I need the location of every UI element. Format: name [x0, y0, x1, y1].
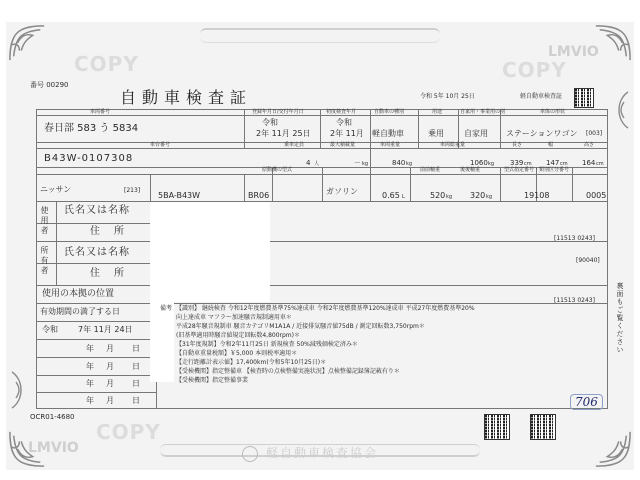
row-line: [36, 392, 156, 393]
label-owner-name: 氏名又は名称: [64, 247, 130, 258]
vehicle-plate: 春日部 583 う 5834: [44, 123, 139, 134]
gross-value: 1060: [470, 159, 488, 167]
remarks-line: (旧基準適用時騒音値規定回転数4,800rpm)＊: [176, 332, 300, 339]
col-line: [244, 109, 245, 148]
label-rear-axle: 後後軸重: [460, 167, 481, 173]
row-line: [36, 142, 608, 143]
label-private: 自家用・事業用の別: [460, 109, 506, 115]
issuer-name: 軽自動車検査協会: [266, 446, 379, 460]
front-axle-value: 520: [430, 191, 446, 200]
corner-ornament-bottom-right: [594, 430, 632, 468]
model-number: 19108: [524, 191, 550, 200]
class-number: 0005: [586, 191, 607, 200]
registration-date: 2年 11月 25日: [256, 129, 311, 138]
owner-code: [90040]: [576, 257, 600, 264]
row-line: [36, 241, 608, 242]
col-line: [150, 174, 151, 201]
label-front-axle: 前前軸重: [420, 167, 441, 173]
label-user-name: 氏名又は名称: [64, 205, 130, 216]
side-ornament-right: [612, 90, 632, 130]
blank-month-1: 月: [106, 344, 114, 353]
weight-unit: kg: [406, 161, 413, 167]
max-load-value: －: [354, 159, 361, 167]
col-line: [500, 167, 501, 201]
form-code: OCR01-4680: [30, 413, 75, 421]
blank-month-4: 月: [106, 396, 114, 405]
row-line: [36, 223, 156, 224]
gross-unit: kg: [488, 161, 495, 167]
blank-year-2: 年: [86, 362, 94, 371]
light-vehicle-label: 軽自動車検査証: [520, 93, 563, 100]
max-load-unit: kg: [362, 161, 369, 167]
watermark-copy: COPY: [502, 58, 567, 82]
label-model-designation: 型式指定番号・類別区分番号: [504, 167, 570, 173]
label-vehicle-kind: 自動車の種別: [374, 109, 405, 115]
label-gross-weight: 車両総重量: [440, 142, 466, 148]
watermark-copy: COPY: [74, 52, 139, 76]
col-line: [320, 109, 321, 148]
blank-year-4: 年: [86, 396, 94, 405]
watermark-copy: COPY: [96, 420, 161, 444]
first-registration-era: 令和: [336, 118, 352, 127]
blank-day-2: 日: [132, 362, 140, 371]
vehicle-body: ステーションワゴン: [506, 129, 578, 138]
label-height: 高さ: [584, 142, 595, 148]
label-user: 使用者: [40, 206, 49, 236]
remarks-line: 平成28年騒音規制車 騒音カテゴリM1A1A / 近接排気騒音値75dB / 測定回転数3,750rpm＊: [176, 323, 425, 330]
capacity-unit: 人: [314, 161, 320, 167]
label-capacity: 乗車定員: [284, 142, 305, 148]
corner-ornament-top-left: [8, 24, 46, 62]
label-owner-address: 住所: [90, 268, 138, 279]
user-code: [11513 0243]: [554, 235, 595, 242]
row-line: [36, 303, 608, 304]
col-line: [56, 201, 57, 285]
row-line: [36, 201, 608, 202]
label-base: 使用の本拠の位置: [42, 289, 115, 299]
blank-month-3: 月: [106, 379, 114, 388]
qr-code-bottom: [484, 414, 510, 440]
engine-model: BR06: [248, 191, 270, 200]
row-line: [36, 357, 156, 358]
label-vehicle-weight: 車両重量: [380, 142, 401, 148]
vehicle-kind: 軽自動車: [372, 129, 404, 138]
handwritten-number: 706: [570, 394, 603, 410]
remarks-line: 【走行距離計表示値】17,400km(令和5年10月25日)＊: [176, 359, 327, 366]
label-remarks: 備考: [160, 305, 173, 312]
remarks-line: 【受検機関】指定整備事業: [176, 377, 249, 384]
label-validity: 有効期間の満了する日: [40, 307, 120, 316]
redacted-remarks-area: [150, 302, 174, 382]
height-unit: cm: [596, 161, 604, 167]
vehicle-private: 自家用: [464, 129, 488, 138]
width-unit: cm: [560, 161, 568, 167]
remarks-line: 【自動車重量税額】￥5,000 本則税率適用＊: [176, 350, 298, 357]
issuer-seal-icon: [242, 446, 258, 462]
weight-value: 840: [392, 159, 406, 167]
col-line: [244, 174, 245, 201]
col-line: [572, 167, 573, 201]
label-prime-mover: 原動機の型式: [262, 167, 293, 173]
remarks-line: 向上達成車 マフラー加速騒音規制適用車＊: [176, 314, 292, 321]
top-border-ornament: [200, 28, 440, 43]
label-body-shape: 車体の形状: [540, 109, 566, 115]
label-registration-date: 登録年月日/交付年月日: [252, 109, 304, 115]
corner-ornament-top-right: [594, 24, 632, 62]
displacement-unit: L: [402, 194, 405, 200]
blank-year-3: 年: [86, 379, 94, 388]
row-line: [36, 263, 156, 264]
vehicle-body-code: [003]: [586, 130, 603, 137]
label-use: 用途: [432, 109, 443, 115]
watermark-brand: LMVIO: [28, 440, 79, 456]
validity-date: 7年 11月 24日: [78, 325, 133, 334]
capacity-value: 4: [306, 159, 311, 167]
vehicle-maker-code: [213]: [124, 187, 141, 194]
base-code: [11513 0243]: [554, 297, 595, 304]
blank-day-1: 日: [132, 344, 140, 353]
rear-axle-value: 320: [470, 191, 486, 200]
col-line: [410, 167, 411, 201]
label-width: 幅: [548, 142, 554, 148]
remarks-line: 【31年度規制】令和2年11月25日 新規検査 50%減残価検定済み＊: [176, 341, 358, 348]
row-line: [36, 339, 156, 340]
label-first-registration: 初度検査年月: [326, 109, 357, 115]
row-line: [36, 321, 156, 322]
blank-month-2: 月: [106, 362, 114, 371]
first-registration-date: 2年 11月: [330, 129, 364, 138]
row-line: [36, 285, 608, 286]
blank-day-4: 日: [132, 396, 140, 405]
vehicle-model: 5BA-B43W: [158, 191, 201, 200]
chassis-number: B43W-0107308: [44, 153, 134, 164]
registration-era: 令和: [262, 118, 278, 127]
remarks-line: 【受検機関】指定整備車 【検査時の点検整備実施状況】点検整備記録簿記載有り＊: [176, 368, 400, 375]
remarks-line: 【識別】 継続検査 令和12年度燃費基準75%達成車 令和2年度燃費基準120%達成車 平成27年度燃費基準20%: [176, 305, 475, 312]
fuel-type: ガソリン: [326, 187, 358, 196]
length-value: 339: [510, 159, 524, 167]
vehicle-use: 乗用: [428, 129, 444, 138]
label-owner: 所有者: [40, 246, 49, 276]
label-max-load: 最大積載量: [330, 142, 356, 148]
row-line: [36, 375, 156, 376]
front-axle-unit: kg: [446, 194, 453, 200]
col-line: [418, 109, 419, 148]
label-chassis: 車台番号: [150, 142, 171, 148]
length-unit: cm: [524, 161, 532, 167]
validity-era: 令和: [42, 325, 58, 334]
document-title: 自動車検査証: [120, 88, 253, 107]
width-value: 147: [546, 159, 560, 167]
rear-axle-unit: kg: [486, 194, 493, 200]
side-note: 裏面もご覧ください: [616, 282, 624, 354]
label-vehicle-number: 車両番号: [90, 109, 111, 115]
issue-date: 令和 5年 10月 25日: [420, 93, 475, 100]
blank-day-3: 日: [132, 379, 140, 388]
height-value: 164: [582, 159, 596, 167]
blank-year-1: 年: [86, 344, 94, 353]
redacted-user-info: [150, 202, 270, 302]
label-user-address: 住所: [90, 226, 138, 237]
serial-number: 番号 00290: [30, 81, 69, 89]
label-length: 長さ: [512, 142, 523, 148]
vehicle-maker: ニッサン: [40, 185, 72, 194]
side-ornament-left: [8, 370, 28, 410]
col-line: [322, 167, 323, 201]
row-line: [36, 115, 608, 116]
col-line: [370, 109, 371, 201]
qr-code-top: [574, 88, 594, 108]
displacement-value: 0.65: [382, 191, 400, 200]
qr-code-bottom: [530, 414, 556, 440]
watermark-brand: LMVIO: [548, 44, 599, 60]
row-line: [36, 148, 608, 149]
